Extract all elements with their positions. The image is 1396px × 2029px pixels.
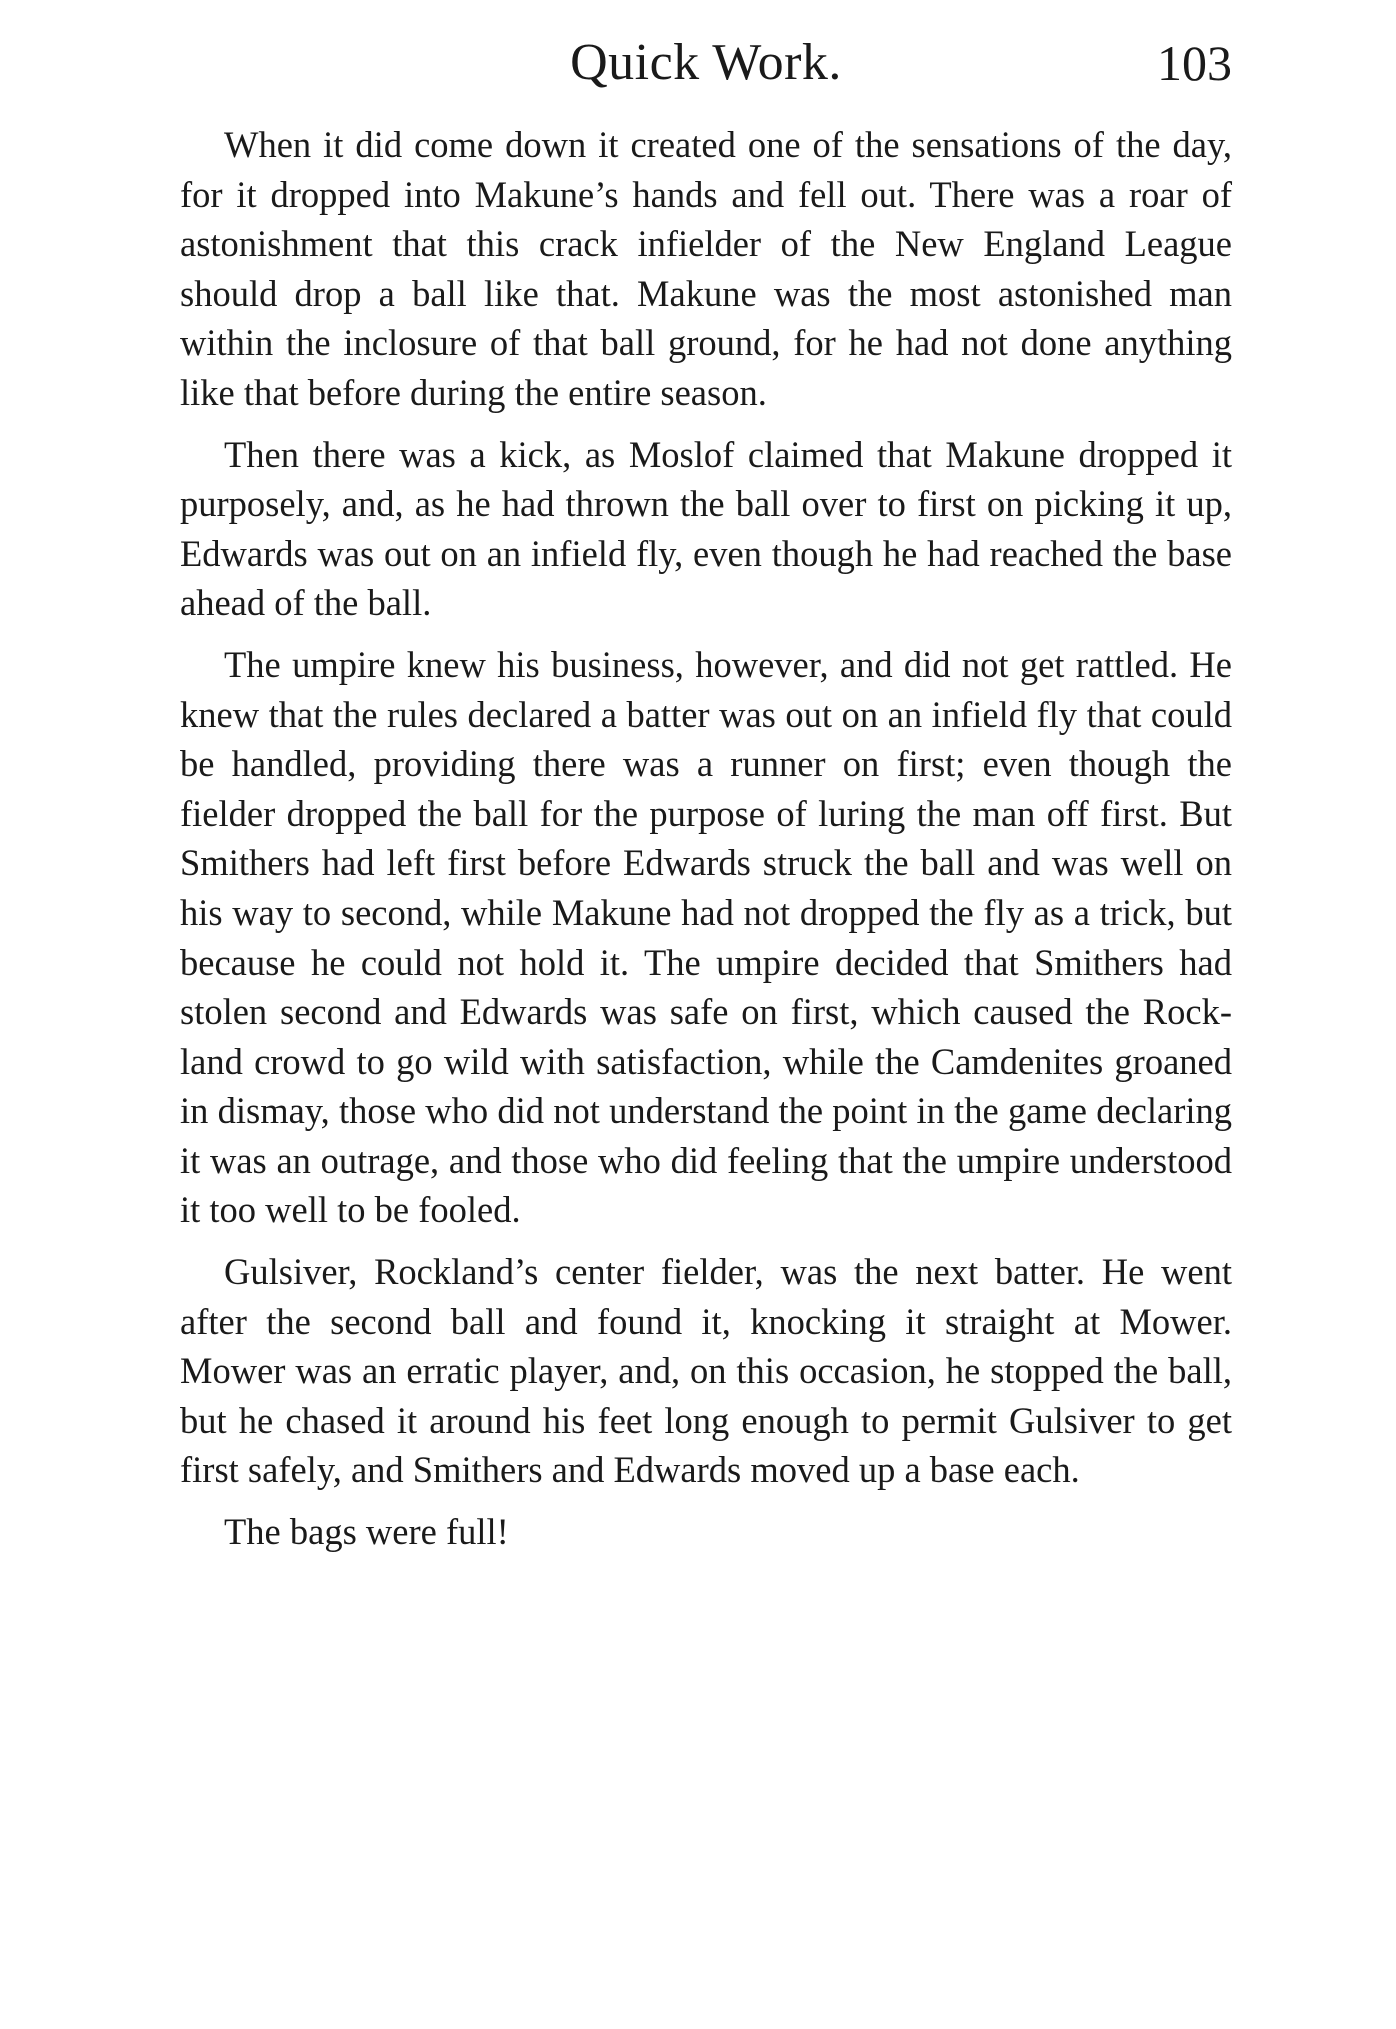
- paragraph: The bags were full!: [224, 1511, 509, 1553]
- body-text: [180, 120, 1232, 1569]
- paragraph: When it did come down it created one of the sensations of the day, for it dropped into Makune’s hands and fell out. There was a roar of astonishment that this crack infielder of the New England League should drop a ball like that. Makune was the most astonished man within the inclosure of that ball ground, for he had not done anything like that before during the entire season.: [180, 124, 1232, 413]
- paragraph: Then there was a kick, as Moslof claimed that Makune dropped it purposely, and, as he had thrown the ball over to first on picking it up, Edwards was out on an infield fly, even though he had reached the base ahead of the ball.: [180, 433, 1232, 624]
- running-title: Quick Work.: [570, 34, 842, 91]
- running-head: [180, 28, 1232, 98]
- paragraph: Gulsiver, Rockland’s center fielder, was the next batter. He went after the second ball and found it, knocking it straight at Mower. Mower was an erratic player, and, on this occasion, he stopped the ball, but he chased it around his feet long enough to permit Gulsiver to get first safely, and Smithers and Edwards moved up a base each.: [180, 1251, 1232, 1491]
- paragraph: The umpire knew his business, however, and did not get rattled. He knew that the rules declared a batter was out on an infield fly that could be handled, providing there was a runner on first; even though the fielder dropped the ball for the purpose of luring the man off first. But Smithers had left first before Edwards struck the ball and was well on his way to second, while Makune had not dropped the fly as a trick, but because he could not hold it. The umpire decided that Smithers had stolen second and Edwards was safe on first, which caused the Rockland crowd to go wild with satisfaction, while the Camdenites groaned in dismay, those who did not understand the point in the game declaring it was an outrage, and those who did feeling that the umpire understood it too well to be fooled.: [180, 643, 1232, 1231]
- page-number: 103: [1157, 35, 1232, 91]
